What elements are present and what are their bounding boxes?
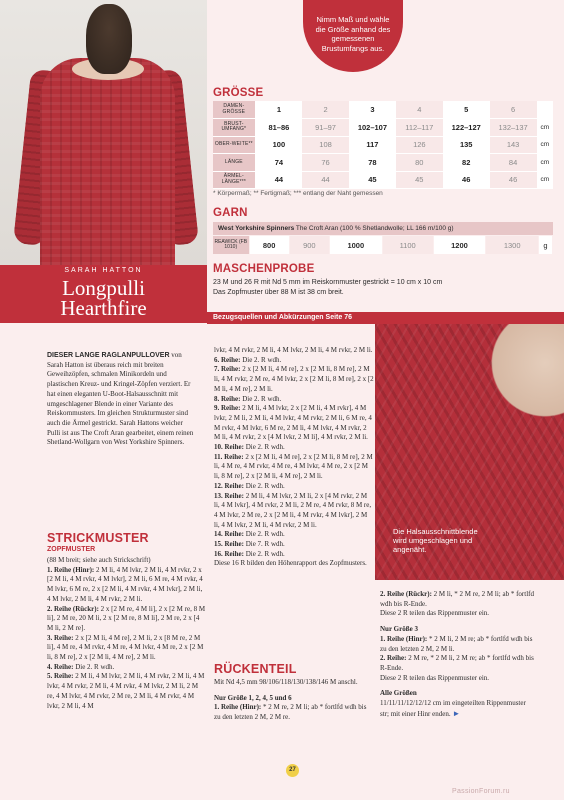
instructions-column-3 (380, 590, 536, 719)
model-hair (86, 4, 132, 74)
instruction-paragraph (214, 530, 374, 540)
size-cell: 3 (349, 101, 396, 119)
row-text: Die 2. R wdh. (243, 443, 285, 452)
size-row-label: LÄNGE (213, 154, 255, 172)
row-text: * 2 M li, 2 M re; ab * fortlfd wdh bis zu den letzten 2 M, 2 M li. (380, 634, 533, 653)
instruction-paragraph (47, 556, 207, 566)
size-cell: 44 (302, 171, 349, 189)
size-cell: 2 (302, 101, 349, 119)
back-piece-instructions (214, 678, 374, 723)
size-row-label: BRUST-UMFANG* (213, 119, 255, 137)
yarn-table (213, 236, 553, 254)
instruction-paragraph (47, 663, 207, 673)
size-cell: 5 (443, 101, 490, 119)
instruction-paragraph (214, 356, 374, 366)
instruction-paragraph (214, 395, 374, 405)
size-cell: 135 (443, 136, 490, 154)
yarn-description: The Croft Aran (100 % Shetlandwolle; LL 166 m/100 g) (294, 225, 454, 232)
row-label: 9. Reihe: (214, 404, 241, 413)
size-cell: 143 (490, 136, 537, 154)
size-row (213, 136, 553, 154)
row-label: 12. Reihe: (214, 481, 244, 490)
size-row-label: DAMEN-GRÖSSE (213, 101, 255, 119)
title-line-1: Longpulli (62, 276, 145, 300)
row-label: 14. Reihe: (214, 530, 244, 539)
size-table (213, 101, 553, 189)
size-note: * Körpermaß; ** Fertigmaß; *** entlang der Naht gemessen (213, 190, 383, 197)
row-label: 3. Reihe: (47, 633, 74, 642)
row-text: Diese 16 R bilden den Höhenrapport des Zopfmusters. (214, 559, 367, 568)
instruction-paragraph (380, 590, 536, 609)
continue-arrow-icon: ► (452, 708, 461, 718)
size-cell: 126 (396, 136, 443, 154)
row-label: 16. Reihe: (214, 549, 244, 558)
size-cell: 132–137 (490, 119, 537, 137)
row-text: 2 x [2 M li, 4 M re], 2 M li, 2 x [8 M re, 2 M li], 4 M re, 4 M rvkr, 4 M re, 4 M lvkr, 4 M re, 2 x [2 M li, 8 M re], 2 x [2 M li, 4 M re], 2 M li. (47, 633, 204, 662)
yarn-amount-cell: 1000 (329, 236, 382, 254)
row-text: (88 M breit; siehe auch Strickschrift) (47, 556, 151, 564)
back-cast-on: Mit Nd 4,5 mm 98/106/118/130/138/146 M anschl. (214, 678, 358, 686)
size-cell: 74 (255, 154, 302, 172)
yarn-heading: GARN (213, 207, 248, 219)
back-row-1 (214, 703, 374, 722)
instruction-paragraph (214, 453, 374, 482)
row-text: 2 M li, 4 M lvkr, 2 x [2 M li, 4 M rvkr], 4 M lvkr, 2 M li, 2 M li, 4 M lvkr, 4 M rvkr, 2 M li, 6 M re, 4 M rvkr, 4 M lvkr, 6 M re, 2 M li, 4 M lvkr, 4 M rvkr, 2 M li, 4 M rvkr, 2 x [4 M lvkr, 2 M li], 4 M rvkr, 2 M li. (214, 404, 372, 442)
row-label: 8. Reihe: (214, 394, 241, 403)
back-piece-heading: RÜCKENTEIL (214, 662, 297, 676)
row-text: Die 2. R wdh. (73, 662, 115, 671)
gauge-text (213, 278, 553, 298)
yarn-color-label: REAWICK (FB 1010) (213, 236, 249, 254)
row-label: 4. Reihe: (47, 662, 74, 671)
size-cell: 100 (255, 136, 302, 154)
sources-reference-bar: Bezugsquellen und Abkürzungen Seite 76 (207, 312, 564, 324)
size-cell: 78 (349, 154, 396, 172)
row-label: 10. Reihe: (214, 443, 244, 452)
row-label: 7. Reihe: (214, 365, 241, 374)
instruction-paragraph (214, 559, 374, 569)
row-text: Die 2. R wdh. (243, 481, 285, 490)
row-label: 15. Reihe: (214, 540, 244, 549)
size-cell: 44 (255, 171, 302, 189)
yarn-brand: West Yorkshire Spinners (218, 225, 295, 232)
row-label: 1. Reihe (Hinr): (214, 703, 262, 712)
size-unit: cm (537, 136, 553, 154)
instruction-paragraph (47, 566, 207, 605)
instruction-paragraph (214, 492, 374, 531)
photo-caption: Die Halsausschnittblende wird umgeschlagen und angenäht. (393, 527, 478, 554)
row-text: 2 M li, * 2 M re, 2 M li; ab * fortlfd wdh bis R-Ende. (380, 590, 534, 608)
size-cell: 46 (490, 171, 537, 189)
row-text: Die 2. R wdh. (243, 549, 285, 558)
size-cell: 1 (255, 101, 302, 119)
instruction-paragraph (380, 654, 536, 673)
row-text: 2 M li, 4 M lvkr, 2 M li, 2 x [4 M rvkr, 2 M li, 4 M lvkr], 4 M rvkr, 2 M li, 2 M re, 4 M rvkr, 8 M re, 4 M lvkr, 2 M re, 2 x [2 M li, 4 M rvkr, 4 M lvkr], 2 M li, 4 M lvkr, 2 M li, 4 M rvkr, 2 M li. (214, 491, 372, 529)
row-text: 2 M li, 4 M lvkr, 2 M li, 4 M rvkr, 2 x [2 M li, 4 M rvkr, 4 M lvkr], 2 M li, 6 M re, 4 M rvkr, 4 M lvkr, 6 M re, 2 x [2 M li, 4 M rvkr, 4 M lvkr], 2 M li, 4 M lvkr, 2 M li, 4 M rvkr, 2 M li. (47, 565, 203, 603)
size-tip-text: Nimm Maß und wähle die Größe anhand des gemessenen Brustumfangs aus. (315, 15, 391, 53)
row-label: 2. Reihe: (380, 654, 407, 663)
instruction-paragraph (380, 699, 536, 719)
size-unit: cm (537, 119, 553, 137)
instruction-paragraph (47, 672, 207, 711)
gauge-line-2: Das Zopfmuster über 88 M ist 38 cm breit. (213, 289, 344, 296)
row-text: Die 7. R wdh. (243, 540, 285, 549)
size-cell: 81–86 (255, 119, 302, 137)
cable-pattern-subheading: ZOPFMUSTER (47, 546, 96, 553)
size-cell: 76 (302, 154, 349, 172)
yarn-unit: g (539, 236, 553, 254)
row-label: 2. Reihe (Rückr): (47, 604, 99, 613)
size-group-heading: Alle Größen (380, 689, 417, 698)
row-text: 2 x [2 M li, 4 M re], 2 x [2 M li, 8 M re], 2 M li, 4 M rvkr, 2 M re, 4 M lvkr, 2 x [2 M li, 8 M re], 2 x [2 M li, 4 M re], 2 M li. (214, 365, 374, 393)
size-group-heading: Nur Größe 3 (380, 625, 418, 634)
instruction-paragraph (380, 635, 536, 654)
row-label: 11. Reihe: (214, 452, 244, 461)
row-text: 2 M li, 4 M lvkr, 2 M li, 4 M rvkr, 2 M li, 4 M lvkr, 4 M rvkr, 2 M li, 4 M rvkr, 4 M lvkr, 2 M li, 2 M re, 4 M lvkr, 4 M rvkr, 2 M re, 2 M li, 4 M rvkr, 4 M lvkr, 2 M li, 4 M (47, 672, 205, 710)
instruction-paragraph (214, 550, 374, 560)
row-text: Die 2. R wdh. (240, 355, 282, 364)
row-text: 11/11/11/12/12/12 cm im eingeteilten Rippenmuster str; mit einer Hinr enden. (380, 699, 526, 718)
size-cell: 84 (490, 154, 537, 172)
size-row (213, 119, 553, 137)
row-text: Die 2. R wdh. (243, 530, 285, 539)
title-line-2: Hearthfire (60, 296, 147, 320)
row-label: 5. Reihe: (47, 672, 74, 681)
row-text: lvkr, 4 M rvkr, 2 M li, 4 M lvkr, 2 M li, 4 M rvkr, 2 M li. (214, 346, 373, 354)
instruction-paragraph (47, 634, 207, 663)
watermark: PassionForum.ru (452, 788, 510, 795)
size-cell: 45 (349, 171, 396, 189)
instructions-column-1 (47, 556, 207, 711)
instruction-paragraph (214, 365, 374, 394)
instruction-paragraph (214, 346, 374, 356)
back-size-group: Nur Größe 1, 2, 4, 5 und 6 (214, 693, 292, 702)
size-row (213, 154, 553, 172)
instruction-paragraph (214, 540, 374, 550)
row-label: 2. Reihe (Rückr): (380, 590, 432, 598)
row-label: 1. Reihe (Hinr): (380, 634, 428, 643)
pattern-title (0, 278, 207, 318)
row-label: 1. Reihe (Hinr): (47, 565, 95, 574)
row-text: 2 x [2 M li, 4 M re], 2 x [2 M li, 8 M re], 2 M li, 4 M re, 4 M rvkr, 4 M re, 4 M lvkr, 4 M re, 2 x [2 M li, 8 M re], 2 x [2 M li, 4 M re], 2 M li. (214, 452, 373, 481)
author-name: SARAH HATTON (64, 267, 143, 274)
yarn-amount-cell: 1200 (433, 236, 486, 254)
size-tip-bubble (303, 0, 403, 72)
size-cell: 112–117 (396, 119, 443, 137)
row-text: Die 2. R wdh. (240, 394, 282, 403)
size-row (213, 171, 553, 189)
row-text: Diese 2 R teilen das Rippenmuster ein. (380, 673, 490, 682)
size-cell: 4 (396, 101, 443, 119)
row-text: Diese 2 R teilen das Rippenmuster ein. (380, 609, 490, 618)
instruction-paragraph (380, 609, 536, 619)
intro-lead: DIESER LANGE RAGLANPULLOVER (47, 352, 170, 359)
yarn-amount-cell: 900 (289, 236, 329, 254)
gauge-line-1: 23 M und 26 R mit Nd 5 mm im Reiskornmuster gestrickt = 10 cm x 10 cm (213, 279, 443, 286)
page-number: 27 (286, 764, 299, 777)
instruction-paragraph (214, 482, 374, 492)
row-text: 2 x [2 M re, 4 M li], 2 x [2 M re, 8 M li], 2 M re, 20 M li, 2 x [2 M re, 8 M li], 2 M re, 2 x [4 M li, 2 M re]. (47, 604, 206, 632)
size-row-label: OBER-WEITE** (213, 136, 255, 154)
instruction-paragraph (214, 443, 374, 453)
sweater-body (40, 58, 175, 265)
yarn-amount-cell: 800 (249, 236, 289, 254)
row-text: * 2 M re, 2 M li; ab * fortlfd wdh bis zu den letzten 2 M, 2 M re. (214, 703, 367, 722)
size-cell: 45 (396, 171, 443, 189)
row-label: 13. Reihe: (214, 491, 244, 500)
instructions-column-2 (214, 346, 374, 569)
size-row (213, 101, 553, 119)
instruction-paragraph (380, 674, 536, 684)
intro-paragraph (47, 351, 195, 448)
yarn-amount-cell: 1300 (486, 236, 539, 254)
yarn-info (213, 222, 553, 235)
size-heading: GRÖSSE (213, 87, 264, 99)
gauge-heading: MASCHENPROBE (213, 263, 315, 275)
size-cell: 80 (396, 154, 443, 172)
size-unit: cm (537, 171, 553, 189)
size-cell: 102–107 (349, 119, 396, 137)
size-cell: 6 (490, 101, 537, 119)
intro-text: von Sarah Hatton ist überaus reich mit breiten Geweihzöpfen, schmalen Minikordeln und plastischen Kreuz- und Kringel-Zöpfen verziert. Er hat einen eleganten U-Boot-Halsausschnitt mit umgeschlagener Blende in einer Variante des Reiskornmusters. Im gleichen Strukturmuster sind auch die Ärmel gestrickt. Sarah Hattons weicher Pulli ist aus The Croft Aran gearbeitet, einem reinen Shetland-Wollgarn von West Yorkshire Spinners. (47, 351, 194, 447)
size-cell: 117 (349, 136, 396, 154)
stitch-pattern-heading: STRICKMUSTER (47, 531, 149, 545)
size-cell: 108 (302, 136, 349, 154)
row-label: 6. Reihe: (214, 355, 241, 364)
model-photo-back (0, 0, 207, 265)
yarn-amount-cell: 1100 (382, 236, 433, 254)
instruction-paragraph (214, 404, 374, 443)
size-cell: 82 (443, 154, 490, 172)
size-cell: 46 (443, 171, 490, 189)
instruction-paragraph (47, 605, 207, 634)
size-cell: 91–97 (302, 119, 349, 137)
size-row-label: ÄRMEL-LÄNGE*** (213, 171, 255, 189)
size-unit (537, 101, 553, 119)
size-unit: cm (537, 154, 553, 172)
row-text: 2 M re, * 2 M li, 2 M re; ab * fortlfd wdh bis R-Ende. (380, 654, 534, 672)
size-cell: 122–127 (443, 119, 490, 137)
